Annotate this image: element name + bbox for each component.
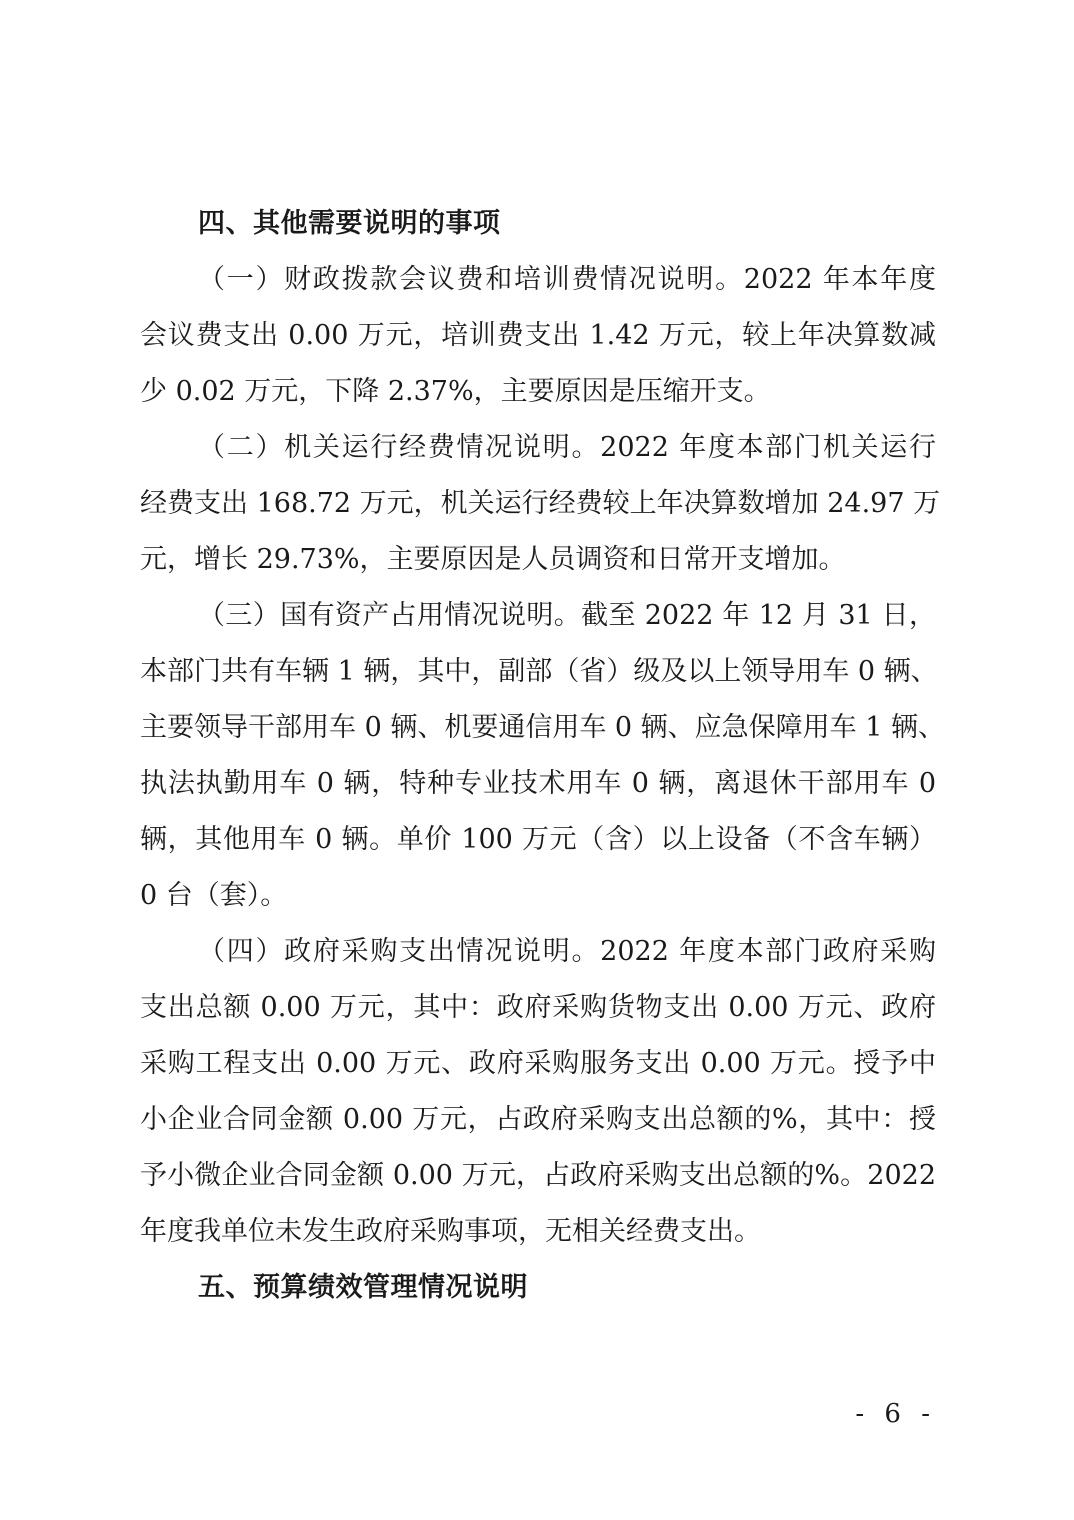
paragraph-line: 辆，其他用车 0 辆。单价 100 万元（含）以上设备（不含车辆） bbox=[140, 824, 936, 855]
paragraph-state-assets bbox=[140, 588, 946, 924]
section-heading-performance-management: 五、预算绩效管理情况说明 bbox=[198, 1272, 528, 1303]
paragraph-line: 会议费支出 0.00 万元，培训费支出 1.42 万元，较上年决算数减 bbox=[140, 320, 936, 351]
paragraph-line: （二）机关运行经费情况说明。2022 年度本部门机关运行 bbox=[198, 432, 936, 463]
paragraph-line: 小企业合同金额 0.00 万元，占政府采购支出总额的%，其中：授 bbox=[140, 1104, 936, 1135]
paragraph-line: 支出总额 0.00 万元，其中：政府采购货物支出 0.00 万元、政府 bbox=[140, 992, 936, 1023]
paragraph-line: 主要领导干部用车 0 辆、机要通信用车 0 辆、应急保障用车 1 辆、 bbox=[140, 712, 946, 743]
paragraph-line: 少 0.02 万元，下降 2.37%，主要原因是压缩开支。 bbox=[140, 376, 771, 407]
page-number: - 6 - bbox=[855, 1399, 936, 1429]
paragraph-line: 采购工程支出 0.00 万元、政府采购服务支出 0.00 万元。授予中 bbox=[140, 1048, 936, 1079]
paragraph-line: 予小微企业合同金额 0.00 万元，占政府采购支出总额的%。2022 bbox=[140, 1160, 936, 1191]
paragraph-line: 经费支出 168.72 万元，机关运行经费较上年决算数增加 24.97 万 bbox=[140, 488, 941, 519]
paragraph-line: 元，增长 29.73%，主要原因是人员调资和日常开支增加。 bbox=[140, 544, 846, 575]
paragraph-line: 本部门共有车辆 1 辆，其中，副部（省）级及以上领导用车 0 辆、 bbox=[140, 656, 938, 687]
paragraph-meeting-training-fees bbox=[140, 252, 936, 420]
paragraph-line: 0 台（套）。 bbox=[140, 880, 288, 911]
page-body bbox=[140, 196, 946, 1316]
paragraph-government-procurement bbox=[140, 924, 936, 1260]
paragraph-operating-expenses bbox=[140, 420, 941, 588]
paragraph-line: （一）财政拨款会议费和培训费情况说明。2022 年本年度 bbox=[198, 264, 936, 295]
paragraph-line: （四）政府采购支出情况说明。2022 年度本部门政府采购 bbox=[198, 936, 936, 967]
paragraph-line: 年度我单位未发生政府采购事项，无相关经费支出。 bbox=[140, 1216, 761, 1247]
paragraph-line: 执法执勤用车 0 辆，特种专业技术用车 0 辆，离退休干部用车 0 bbox=[140, 768, 936, 799]
paragraph-line: （三）国有资产占用情况说明。截至 2022 年 12 月 31 日， bbox=[198, 600, 936, 631]
section-heading-other-matters: 四、其他需要说明的事项 bbox=[198, 208, 501, 239]
